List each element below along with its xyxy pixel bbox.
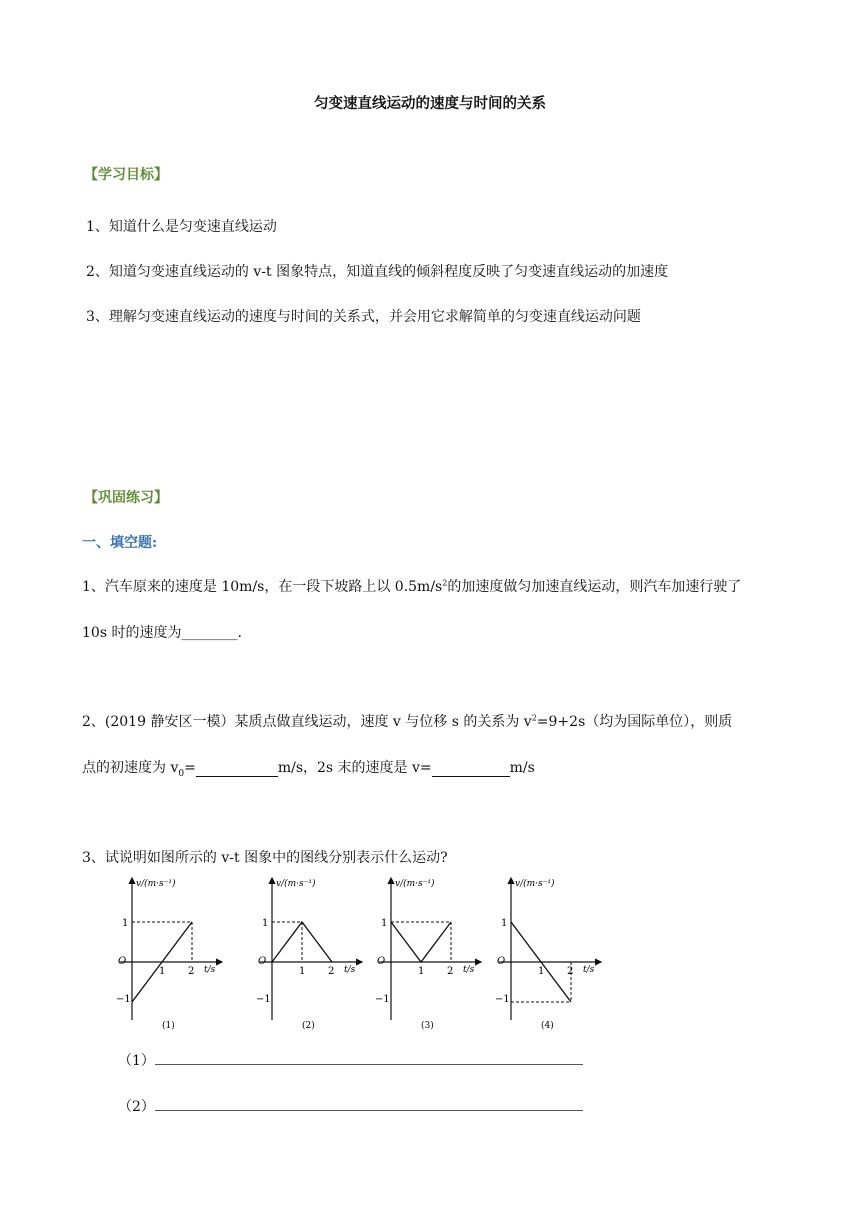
origin-label: O: [258, 956, 267, 967]
tick-label: −1: [495, 994, 510, 1005]
answer-line[interactable]: [155, 1096, 583, 1111]
tick-label: 1: [159, 966, 166, 977]
tick-label: 1: [381, 918, 388, 929]
tick-label: 1: [501, 918, 508, 929]
answer-label: （2）: [118, 1099, 155, 1115]
q1-text-b: 的加速度做匀加速直线运动，则汽车加速行驶了: [447, 579, 742, 595]
t-axis-label: t/s: [344, 965, 356, 975]
graph-caption: (2): [302, 1021, 315, 1031]
objective-item: 3、理解匀变速直线运动的速度与时间的关系式，并会用它求解简单的匀变速直线运动问题: [86, 309, 641, 325]
page-title: 匀变速直线运动的速度与时间的关系: [314, 95, 546, 112]
q2-subscript: 0: [178, 768, 185, 779]
tick-label: 2: [188, 966, 195, 977]
tick-label: −1: [375, 994, 390, 1005]
question-1-line-1: [82, 576, 741, 596]
tick-label: −1: [116, 994, 131, 1005]
answer-row-2: [118, 1096, 583, 1116]
t-axis-label: t/s: [204, 965, 216, 975]
v-axis-label: v/(m·s⁻¹): [276, 879, 316, 889]
graph-caption: (4): [541, 1021, 554, 1031]
vt-graph-2: [248, 872, 366, 1032]
answer-label: （1）: [118, 1053, 155, 1069]
answer-blank[interactable]: [432, 760, 510, 777]
v-axis-label: v/(m·s⁻¹): [395, 879, 435, 889]
objective-item: 2、知道匀变速直线运动的 v-t 图象特点，知道直线的倾斜程度反映了匀变速直线运动的加速度: [86, 264, 669, 280]
question-2-line-1: [82, 711, 732, 731]
tick-label: −1: [256, 994, 271, 1005]
tick-label: 1: [122, 918, 129, 929]
graph-caption: (1): [162, 1021, 175, 1031]
practice-heading: 【巩固练习】: [84, 490, 168, 506]
tick-label: 1: [418, 966, 425, 977]
tick-label: 1: [262, 918, 269, 929]
q1-superscript: 2: [442, 578, 448, 588]
tick-label: 2: [567, 966, 574, 977]
tick-label: 1: [538, 966, 545, 977]
tick-label: 1: [299, 966, 306, 977]
t-axis-label: t/s: [463, 965, 475, 975]
origin-label: O: [118, 956, 127, 967]
answer-row-1: [118, 1050, 583, 1070]
v-axis-label: v/(m·s⁻¹): [136, 879, 176, 889]
answer-blank[interactable]: [196, 760, 278, 777]
answer-line[interactable]: [155, 1050, 583, 1065]
vt-graph-1: [108, 872, 226, 1032]
tick-label: 2: [447, 966, 454, 977]
objectives-heading: 【学习目标】: [84, 167, 168, 183]
origin-label: O: [377, 956, 386, 967]
q2-text-d: =: [184, 760, 196, 776]
q1-text-a: 1、汽车原来的速度是 10m/s，在一段下坡路上以 0.5m/s: [82, 579, 443, 595]
v-axis-label: v/(m·s⁻¹): [515, 879, 555, 889]
t-axis-label: t/s: [583, 965, 595, 975]
objective-item: 1、知道什么是匀变速直线运动: [86, 219, 277, 235]
q2-text-a: 2、(2019 静安区一模）某质点做直线运动，速度 v 与位移 s 的关系为 v: [82, 714, 532, 730]
q2-text-b: =9+2s（均为国际单位），则质: [536, 714, 733, 730]
q2-text-e: m/s，2s 末的速度是 v=: [277, 760, 432, 776]
q2-text-c: 点的初速度为 v: [82, 760, 179, 776]
series-line: [391, 922, 451, 962]
fill-blank-subheading: 一、填空题:: [82, 535, 158, 551]
q2-text-f: m/s: [509, 760, 535, 776]
vt-graph-4: [487, 872, 605, 1032]
tick-label: 2: [328, 966, 335, 977]
q2-superscript: 2: [531, 713, 537, 723]
question-2-line-2: [82, 757, 535, 779]
question-3: 3、试说明如图所示的 v-t 图象中的图线分别表示什么运动?: [82, 850, 448, 866]
question-1-line-2: 10s 时的速度为________.: [82, 625, 242, 641]
vt-graph-3: [367, 872, 485, 1032]
origin-label: O: [497, 956, 506, 967]
graph-caption: (3): [421, 1021, 434, 1031]
